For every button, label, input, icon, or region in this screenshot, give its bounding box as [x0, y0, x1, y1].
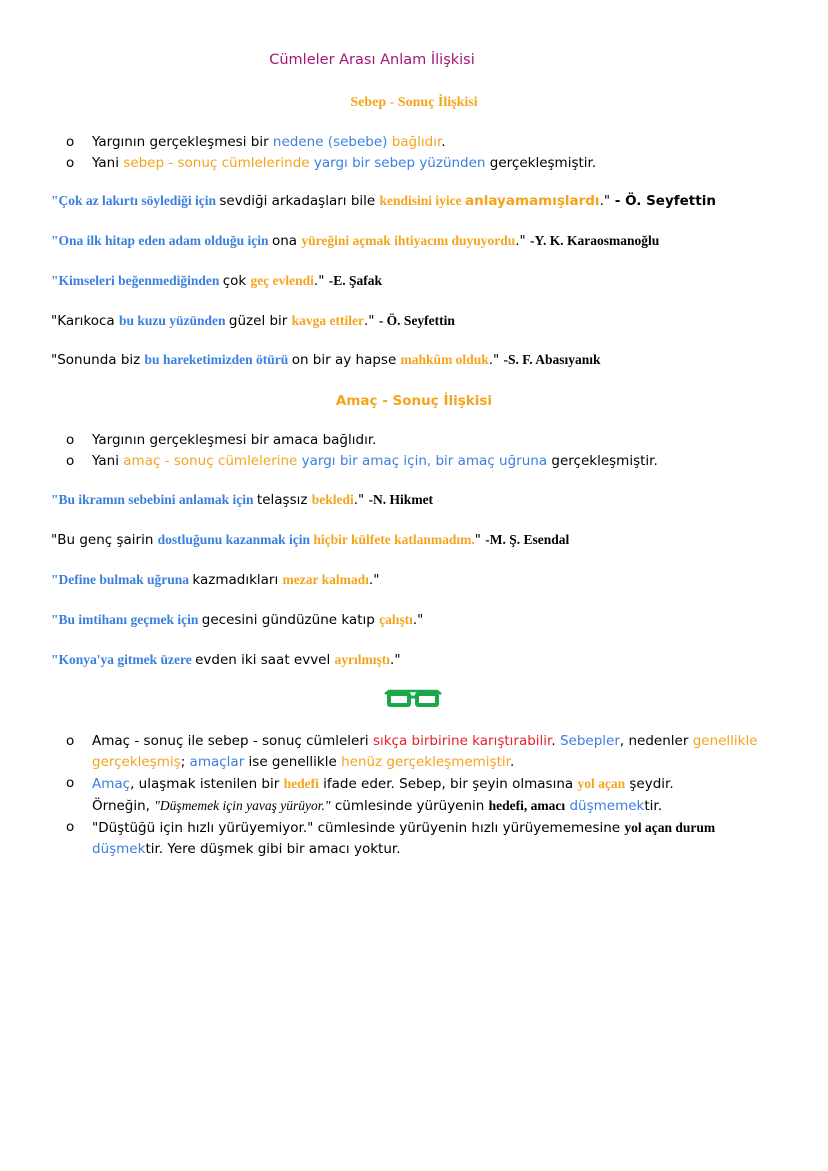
quote-line: "Bu ikramın sebebini anlamak için telaşsız bekledi." -N. Hikmet — [51, 492, 434, 508]
quote-line: "Konya'ya gitmek üzere evden iki saat evvel ayrılmıştı." — [51, 652, 401, 668]
bullet-item: o Yani sebep - sonuç cümlelerinde yargı bir sebep yüzünden gerçekleşmiştir. — [66, 155, 597, 171]
bullet-marker: o — [66, 432, 75, 448]
quote-line: "Çok az lakırtı söylediği için sevdiği arkadaşları bile kendisini iyice anlayamamışlardı." - Ö. Seyfettin — [51, 193, 716, 209]
notes-list — [66, 731, 786, 860]
section-heading-cause-effect: Sebep - Sonuç İlişkisi — [350, 95, 478, 110]
bullet-marker: o — [66, 453, 75, 469]
quote-line: "Bu imtihanı geçmek için gecesini gündüzüne katıp çalıştı." — [51, 612, 424, 628]
section-heading-purpose-result: Amaç - Sonuç İlişkisi — [335, 393, 493, 409]
note-item: o "Düştüğü için hızlı yürüyemiyor." cümlesinde yürüyenin hızlı yürüyememesine yol açan durum düşmektir. Yere düşmek gibi bir amacı yoktur. — [66, 819, 716, 857]
bullet-marker: o — [66, 134, 75, 150]
quote-line: "Kimseleri beğenmediğinden çok geç evlendi." -E. Şafak — [51, 273, 382, 289]
bullet-marker: o — [66, 733, 75, 749]
glasses-icon — [383, 688, 443, 710]
bullet-marker: o — [66, 775, 75, 791]
bullet-item: o Yani amaç - sonuç cümlelerine yargı bir amaç için, bir amaç uğruna gerçekleşmiştir. — [66, 453, 658, 469]
quote-line: "Sonunda biz bu hareketimizden ötürü on bir ay hapse mahkûm olduk." -S. F. Abasıyanık — [51, 352, 601, 368]
note-item: o Amaç - sonuç ile sebep - sonuç cümleleri sıkça birbirine karıştırabilir. Sebepler, nedenler genellikle gerçekleşmiş; amaçlar ise genellikle henüz gerçekleşmemiştir. — [66, 733, 758, 770]
bullet-item: o Yargının gerçekleşmesi bir nedene (sebebe) bağlıdır. — [66, 134, 446, 150]
bullet-item: o Yargının gerçekleşmesi bir amaca bağlıdır. — [66, 432, 377, 448]
bullet-marker: o — [66, 155, 75, 171]
bullet-marker: o — [66, 819, 75, 835]
quote-line: "Karıkoca bu kuzu yüzünden güzel bir kavga ettiler." - Ö. Seyfettin — [51, 313, 455, 329]
note-item: o Amaç, ulaşmak istenilen bir hedefi ifade eder. Sebep, bir şeyin olmasına yol açan şeydir. Örneğin, "Düşmemek için yavaş yürüyor." cümlesinde yürüyenin hedefi, amacı düşmemektir. — [66, 775, 674, 814]
quote-line: "Define bulmak uğruna kazmadıkları mezar kalmadı." — [51, 572, 380, 588]
quote-line: "Bu genç şairin dostluğunu kazanmak için hiçbir külfete katlanmadım." -M. Ş. Esendal — [51, 532, 570, 548]
quote-line: "Ona ilk hitap eden adam olduğu için ona yüreğini açmak ihtiyacını duyuyordu." -Y. K. Karaosmanoğlu — [51, 233, 660, 249]
page-title: Cümleler Arası Anlam İlişkisi — [269, 52, 475, 68]
